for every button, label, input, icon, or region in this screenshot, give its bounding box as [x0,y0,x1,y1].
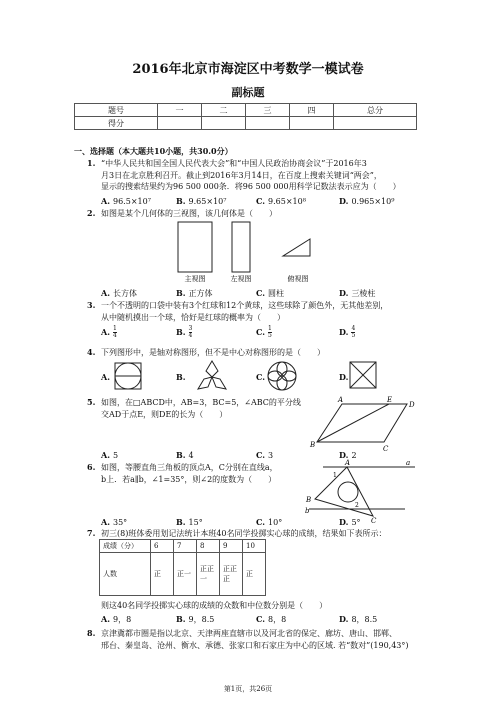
petal-shape [282,371,296,381]
question-number: 2. [87,208,96,218]
tally-cell: 正一 [174,553,197,596]
option-letter: D. [339,614,349,624]
option-letter: C. [256,288,266,298]
tally-header-cell: 9 [220,540,243,553]
option-b[interactable] [176,326,192,339]
tally-header-cell: 8 [197,540,220,553]
numerator: 1 [268,325,272,332]
point-label: A [345,459,351,467]
question-6-text [101,462,321,485]
fraction [268,326,272,339]
score-row-label: 得分 [75,117,158,130]
denominator: 5 [351,332,356,339]
question-text-line: 如图，在□ABCD中，AB=3，BC=5，∠ABC的平分线 [101,398,301,407]
page-subtitle: 副标题 [231,86,265,99]
option-letter: D. [339,372,349,382]
fraction [113,326,117,339]
option-text: 4 [188,451,194,460]
score-header-cell: 二 [202,104,246,117]
tally-header-cell: 10 [243,540,266,553]
point-label: E [387,396,393,404]
tally-cell: 正 [243,553,266,596]
petal-shape [277,376,287,390]
rhombus-shape [206,361,218,377]
score-cell[interactable] [202,117,246,130]
score-cell[interactable] [245,117,289,130]
question-8-text [101,628,431,651]
option-text: 长方体 [113,289,137,298]
tally-table-header [100,540,266,553]
point-label: C [371,517,377,524]
option-letter: A. [101,614,110,624]
petal-shape [277,362,287,376]
tally-header-cell: 成绩（分） [100,540,151,553]
option-c[interactable] [256,450,273,460]
option-text: 8，8 [268,615,287,624]
option-a[interactable] [101,450,118,460]
option-letter: A. [101,372,110,382]
tally-table-row [100,553,266,596]
score-header-cell: 一 [158,104,202,117]
question-number: 7. [87,528,96,538]
question-text-line: 从中随机摸出一个球，恰好是红球的概率为（ ） [101,312,285,322]
question-text-line: 如图，等腰直角三角板的顶点A，C分别在直线a， [101,463,278,472]
section-heading: 一、选择题（本大题共10小题，共30.0分） [74,146,233,156]
option-c[interactable] [256,326,272,339]
question-text-line: 邢台、秦皇岛、沧州、衡水、承德、张家口和石家庄为中心的区域. 若“数对”(190,43°) [101,640,409,650]
option-a[interactable] [101,517,127,527]
top-view-triangle [283,239,310,256]
page-title: 2016年北京市海淀区中考数学一模试卷 [132,62,364,77]
option-letter: A. [101,517,110,527]
front-view-rect [178,222,212,272]
question-number: 6. [87,462,96,472]
question-text-line: 则这40名同学投掷实心球的成绩的众数和中位数分别是（ ） [101,601,328,610]
option-text: 0.965×10⁹ [351,197,395,206]
option-c[interactable] [256,288,284,299]
tally-header-cell: 6 [151,540,174,553]
angle-bisector-line [317,404,389,442]
point-label: D [409,401,415,409]
option-text: 2 [351,451,357,460]
option-c[interactable] [256,614,286,625]
option-text: 9.65×10⁷ [188,197,227,206]
question-number: 8. [87,628,96,638]
line-label: a [406,459,411,467]
question-text-line: 交AD于点E，则DE的长为（ ） [101,409,228,419]
option-letter: B. [176,450,186,460]
option-d[interactable] [339,288,375,299]
option-d[interactable] [339,517,361,527]
question-text-line: 月3日在北京胜利召开。截止到2016年3月14日，在百度上搜索关键词“两会”， [101,170,382,180]
rhombus-shape [212,377,226,389]
question-1-text [101,158,423,193]
option-letter: B. [176,196,186,206]
question-text-line: 初三(8)班体委用划记法统计本班40名同学投掷实心球的成绩，结果如下表所示： [101,529,387,538]
parallelogram-shape [317,404,407,442]
question-text-line: 显示的搜索结果约为96 500 000条．将96 500 000用科学记数法表示应为（ ） [101,182,401,191]
option-text: 5 [113,451,119,460]
option-a[interactable] [101,196,151,206]
tally-row-label: 人数 [100,553,151,596]
option-letter: A. [101,450,110,460]
option-a[interactable] [101,288,137,299]
option-text: 10° [268,518,283,527]
tally-cell: 正 [151,553,174,596]
option-d[interactable] [339,614,377,625]
fraction [189,326,193,339]
option-text: 9.65×10⁸ [268,197,306,206]
tally-cell: 正正一 [197,553,220,596]
three-views-figure [170,219,320,285]
tally-cell: 正正正 [220,553,243,596]
score-header-cell: 题号 [75,104,158,117]
option-letter: A. [101,196,110,206]
option-b[interactable] [176,614,214,625]
option-letter: D. [339,196,349,206]
view-label: 主视图 [184,275,206,283]
parallelogram-figure [307,393,419,455]
option-letter: C. [256,196,266,206]
numerator: 4 [351,325,356,332]
option-letter: C. [256,326,266,337]
option-a[interactable] [101,326,117,339]
option-letter: C. [256,372,266,382]
tally-header-cell: 7 [174,540,197,553]
petal-shape [268,371,282,381]
option-a[interactable] [101,372,113,382]
option-b[interactable] [176,517,203,527]
option-letter: D. [339,288,349,298]
option-letter: B. [176,372,186,382]
option-text: 圆柱 [268,289,285,298]
option-c[interactable] [256,196,306,206]
score-header-cell: 三 [245,104,289,117]
question-number: 4. [87,347,96,357]
score-cell[interactable] [289,117,333,130]
option-text: 8，8.5 [351,615,378,624]
line-label: b [305,507,310,515]
option-letter: D. [339,517,349,527]
score-header-cell: 总分 [333,104,416,117]
angle-label: 2 [355,502,359,509]
question-text-line: 如图是某个几何体的三视图，该几何体是（ ） [101,209,277,218]
option-text: 5° [351,518,361,527]
question-text-line: “中华人民共和国全国人民代表大会”和“中国人民政治协商会议”于2016年3 [101,159,367,168]
question-text-line: 京津冀都市圈是指以北京、天津两座直辖市以及河北省的保定、廊坊、唐山、邯郸、 [101,629,397,638]
option-letter: B. [176,614,186,624]
option-b[interactable] [176,450,194,460]
option-c-figure [266,360,298,392]
option-letter: A. [101,288,110,298]
option-d[interactable] [339,326,355,339]
option-c[interactable] [256,517,282,527]
page-footer: 第1页，共26页 [223,685,273,693]
option-d-figure [347,359,379,391]
triangle-parallel-lines-figure [303,458,419,524]
question-3-text [101,300,423,323]
question-text-line: 一个不透明的口袋中装有3个红球和12个黄球，这些球除了颜色外，无其他差别， [101,301,389,310]
option-letter: C. [256,614,266,624]
option-text: 9，8 [113,615,132,624]
angle-label: 1 [333,472,337,479]
denominator: 5 [268,332,272,339]
option-b[interactable] [176,288,213,299]
point-label: B [310,441,316,449]
option-a-figure [113,361,143,391]
option-b[interactable] [176,196,226,206]
option-text: 15° [188,518,203,527]
denominator: 4 [188,332,193,339]
option-b-figure [194,359,230,393]
option-letter: C. [256,517,266,527]
option-text: 96.5×10⁷ [113,197,151,206]
option-text: 正方体 [188,289,213,298]
option-letter: B. [176,326,186,337]
numerator: 1 [113,325,117,332]
set-square-hole [338,482,358,502]
option-letter: B. [176,517,186,527]
score-cell[interactable] [158,117,202,130]
numerator: 3 [188,325,193,332]
question-5-text [101,397,321,420]
option-text: 9，8.5 [188,615,215,624]
option-text: 3 [268,451,274,460]
denominator: 4 [113,332,117,339]
question-number: 3. [87,300,96,310]
score-table-header-row [75,104,417,117]
option-b[interactable] [176,372,189,382]
score-cell[interactable] [333,117,416,130]
point-label: C [383,445,389,453]
score-table [74,103,417,130]
option-text: 35° [113,518,128,527]
question-text-line: 下列图形中，是轴对称图形，但不是中心对称图形的是（ ） [101,348,325,357]
fraction [351,326,355,339]
option-letter: A. [101,326,110,337]
question-number: 1. [87,158,96,168]
option-d[interactable] [339,196,394,206]
side-view-rect [232,222,250,272]
view-label: 俯视图 [287,275,309,283]
option-letter: D. [339,450,349,460]
option-text: 三棱柱 [351,289,376,298]
score-header-cell: 四 [289,104,333,117]
question-number: 5. [87,397,96,407]
point-label: B [306,496,312,504]
tally-table [99,539,266,596]
option-letter: D. [339,326,349,337]
option-a[interactable] [101,614,131,625]
point-label: A [338,396,344,404]
option-letter: B. [176,288,186,298]
view-label: 左视图 [230,275,252,283]
option-letter: C. [256,450,266,460]
score-table-score-row [75,117,417,130]
question-text-line: b上．若a∥b，∠1=35°，则∠2的度数为（ ） [101,474,277,484]
rhombus-shape [198,377,212,389]
